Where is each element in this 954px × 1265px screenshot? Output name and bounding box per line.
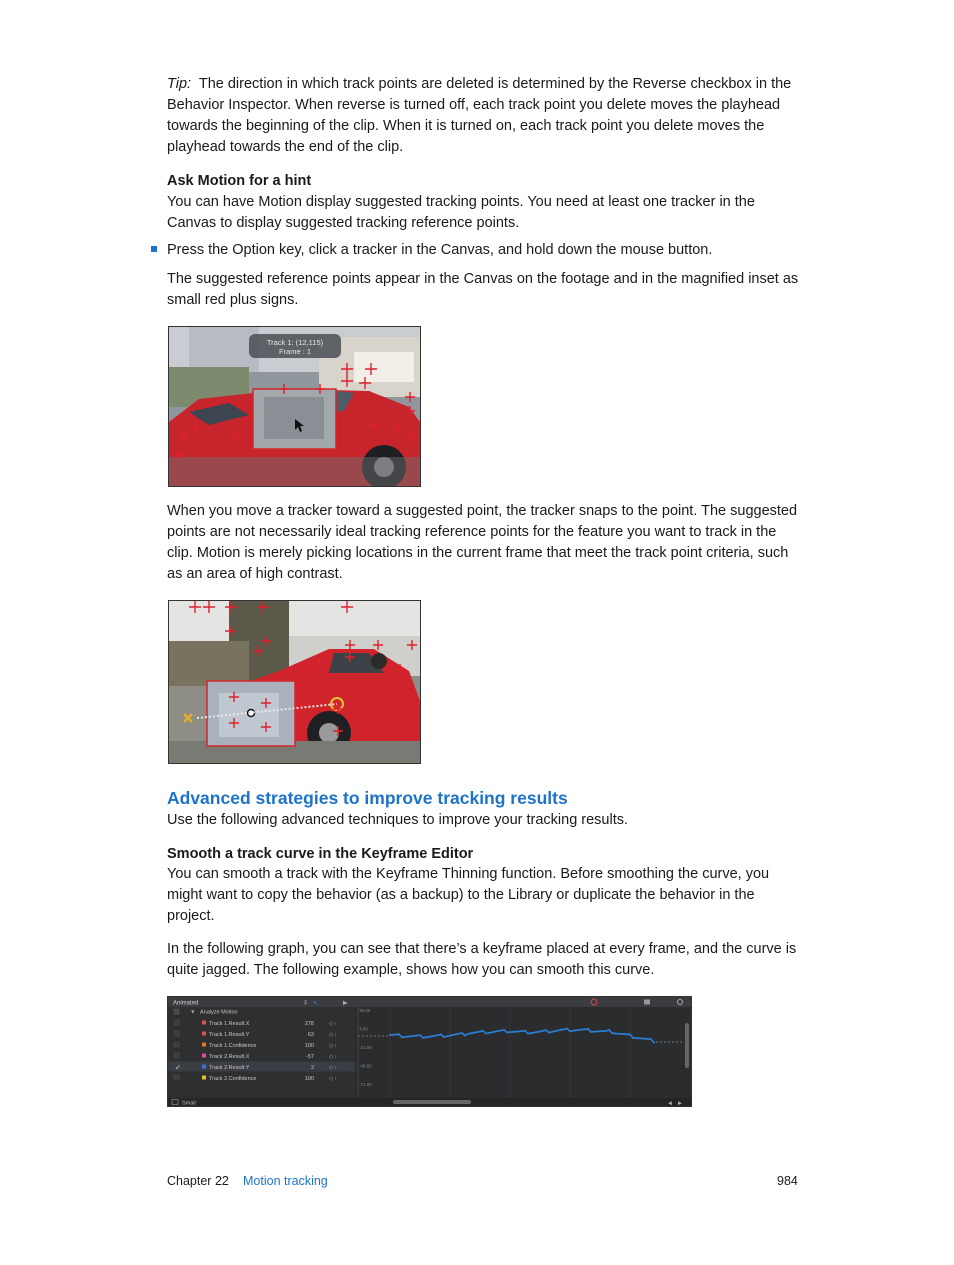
keyframe-editor-screenshot [168, 997, 691, 1106]
keyframe-point[interactable] [557, 1030, 559, 1032]
keyframe-point[interactable] [608, 1029, 610, 1031]
keyframe-point[interactable] [416, 1035, 418, 1037]
keyframe-point[interactable] [566, 1028, 568, 1030]
hint-heading: Ask Motion for a hint [167, 173, 312, 189]
suggested-points-figure [168, 326, 421, 487]
keyframe-point[interactable] [527, 1033, 529, 1035]
tracker-overlay-line2: Frame : 1 [278, 347, 312, 356]
channel-color-swatch [202, 1021, 206, 1025]
zoom-size-menu[interactable]: Small [182, 1100, 196, 1106]
keyframe-point[interactable] [605, 1030, 607, 1032]
y-tick-label: -45.00 [359, 1063, 372, 1069]
y-tick-label: 39.00 [359, 1008, 371, 1013]
keyframe-point[interactable] [476, 1031, 478, 1033]
keyframe-point[interactable] [404, 1036, 406, 1038]
keyframe-point[interactable] [548, 1032, 550, 1034]
panel-toggle-icon: ▶ [343, 1000, 348, 1007]
footer-section-link[interactable]: Motion tracking [243, 1174, 328, 1188]
keyframe-point[interactable] [503, 1029, 505, 1031]
keyframe-point[interactable] [587, 1028, 589, 1030]
pointer-icon: ↖ [313, 1000, 319, 1007]
hint-step: Press the Option key, click a tracker in the Canvas, and hold down the mouse button. [167, 242, 713, 258]
smooth-body: You can smooth a track with the Keyframe Thinning function. Before smoothing the curve, you might want to copy the behavior (as a backup) to the Library or duplicate the behavior in the project. [167, 866, 770, 924]
keyframe-point[interactable] [572, 1030, 574, 1032]
keyframe-point[interactable] [581, 1029, 583, 1031]
keyframe-point[interactable] [506, 1031, 508, 1033]
keyframe-point[interactable] [479, 1031, 481, 1033]
keyframe-point[interactable] [500, 1030, 502, 1032]
keyframe-point[interactable] [560, 1029, 562, 1031]
y-tick-label: 3.00 [359, 1026, 368, 1032]
keyframe-point[interactable] [584, 1028, 586, 1030]
keyframe-point[interactable] [533, 1032, 535, 1034]
channel-value[interactable]: -57 [306, 1054, 314, 1060]
keyframe-point[interactable] [482, 1030, 484, 1032]
channel-checkbox[interactable] [174, 1075, 179, 1080]
keyframe-point[interactable] [485, 1033, 487, 1035]
keyframe-point[interactable] [650, 1038, 652, 1040]
channel-checkbox[interactable] [174, 1031, 179, 1036]
keyframe-points [389, 1028, 655, 1044]
page-number: 984 [777, 1174, 798, 1188]
keyframe-point[interactable] [464, 1035, 466, 1037]
camera-icon [644, 1000, 650, 1005]
group-checkbox [174, 1009, 179, 1014]
keyframe-point[interactable] [458, 1033, 460, 1035]
channel-name[interactable]: Track 1.Result.Y [209, 1032, 250, 1038]
keyframe-point[interactable] [524, 1030, 526, 1032]
keyframe-nav-icon[interactable]: ◇ › [329, 1032, 337, 1038]
y-tick-label: -71.00 [359, 1082, 372, 1087]
channel-name[interactable]: Track 2.Confidence [209, 1076, 257, 1082]
channel-value[interactable]: 100 [304, 1043, 314, 1049]
keyframe-point[interactable] [644, 1038, 646, 1040]
keyframe-point[interactable] [635, 1037, 637, 1039]
keyframe-point[interactable] [545, 1029, 547, 1031]
keyframe-point[interactable] [437, 1034, 439, 1036]
keyframe-nav-icon[interactable]: ◇ › [329, 1054, 337, 1060]
keyframe-point[interactable] [530, 1032, 532, 1034]
keyframe-point[interactable] [626, 1033, 628, 1035]
channel-name[interactable]: Track 1.Result.X [209, 1021, 250, 1027]
keyframe-point[interactable] [446, 1035, 448, 1037]
keyframe-point[interactable] [419, 1034, 421, 1036]
keyframe-point[interactable] [599, 1030, 601, 1032]
channel-color-swatch [202, 1076, 206, 1080]
keyframe-point[interactable] [431, 1035, 433, 1037]
keyframe-point[interactable] [410, 1035, 412, 1037]
keyframe-point[interactable] [617, 1033, 619, 1035]
bullet-marker [151, 246, 157, 252]
channel-color-swatch [202, 1032, 206, 1036]
scroll-left-icon[interactable]: ◀ [668, 1100, 672, 1106]
keyframe-point[interactable] [413, 1035, 415, 1037]
channel-value[interactable]: 100 [304, 1076, 314, 1082]
keyframe-point[interactable] [578, 1029, 580, 1031]
keyframe-point[interactable] [395, 1034, 397, 1036]
channel-name[interactable]: Track 2.Result.X [209, 1054, 250, 1060]
channel-color-swatch [202, 1054, 206, 1058]
scroll-right-icon[interactable]: ▶ [678, 1100, 682, 1106]
keyframe-point[interactable] [425, 1036, 427, 1038]
keyframe-nav-icon[interactable]: ◇ › [329, 1076, 337, 1082]
keyframe-point[interactable] [512, 1031, 514, 1033]
hint-body: You can have Motion display suggested tracking points. You need at least one tracker in the Canvas to display suggested tracking reference points. [167, 194, 755, 231]
tip-label: Tip: [167, 76, 192, 92]
graph-y-axis [359, 1008, 372, 1087]
horizontal-scrollbar[interactable] [393, 1100, 471, 1104]
keyframe-point[interactable] [554, 1030, 556, 1032]
keyframe-point[interactable] [509, 1031, 511, 1033]
footer-chapter: Chapter 22 [167, 1174, 229, 1188]
tip-paragraph [167, 74, 799, 158]
channel-checkbox[interactable] [174, 1042, 179, 1047]
keyframe-point[interactable] [611, 1032, 613, 1034]
keyframe-point[interactable] [401, 1036, 403, 1038]
keyframe-point[interactable] [470, 1032, 472, 1034]
animated-menu: Animated [173, 1000, 199, 1007]
keyframe-point[interactable] [488, 1032, 490, 1034]
graph-gridlines [390, 1007, 630, 1097]
selected-row-highlight [168, 1062, 355, 1072]
keyframe-point[interactable] [638, 1037, 640, 1039]
keyframe-nav-icon[interactable]: ◇ › [329, 1043, 337, 1049]
keyframe-point[interactable] [542, 1030, 544, 1032]
advanced-intro: Use the following advanced techniques to improve your tracking results. [167, 812, 629, 828]
keyframe-point[interactable] [641, 1038, 643, 1040]
vertical-scrollbar[interactable] [685, 1023, 689, 1068]
tracker-snap-image [169, 601, 420, 763]
tracker-overlay-line1: Track 1: (12,115) [266, 338, 324, 347]
keyframe-point[interactable] [461, 1032, 463, 1034]
keyframe-point[interactable] [551, 1031, 553, 1033]
keyframe-editor-figure [167, 996, 692, 1107]
keyframe-point[interactable] [596, 1031, 598, 1033]
keyframe-point[interactable] [569, 1030, 571, 1032]
keyframe-point[interactable] [629, 1034, 631, 1036]
channel-checkbox[interactable] [174, 1020, 179, 1025]
disclosure-icon: ▼ [190, 1009, 196, 1016]
smooth-heading: Smooth a track curve in the Keyframe Editor [167, 846, 474, 862]
graph-paragraph: In the following graph, you can see that there’s a keyframe placed at every frame, and the curve is quite jagged. The following example, shows how you can smooth this curve. [167, 941, 797, 978]
keyframe-point[interactable] [398, 1033, 400, 1035]
keyframe-point[interactable] [407, 1036, 409, 1038]
keyframe-nav-icon[interactable]: ◇ › [329, 1065, 337, 1071]
keyframe-point[interactable] [620, 1033, 622, 1035]
menu-arrows-icon: ⇕ [303, 1000, 309, 1007]
tip-text: The direction in which track points are deleted is determined by the Reverse checkbox in the Behavior Inspector. When reverse is turned off, each track point you delete moves the playhead towards the beginning of the clip. When it is turned on, each track point you delete moves the playhead towards the end of the clip. [167, 76, 792, 155]
channel-name[interactable]: Track 1.Confidence [209, 1043, 257, 1049]
suggested-points-image [169, 327, 420, 486]
channel-value[interactable]: 278 [304, 1021, 314, 1027]
channel-color-swatch [202, 1065, 206, 1069]
keyframe-point[interactable] [563, 1028, 565, 1030]
keyframe-point[interactable] [473, 1032, 475, 1034]
keyframe-point[interactable] [575, 1029, 577, 1031]
keyframe-point[interactable] [491, 1031, 493, 1033]
keyframe-point[interactable] [614, 1032, 616, 1034]
channel-checkbox[interactable] [174, 1053, 179, 1058]
keyframe-point[interactable] [518, 1030, 520, 1032]
keyframe-point[interactable] [632, 1037, 634, 1039]
keyframe-point[interactable] [452, 1034, 454, 1036]
section-heading: Advanced strategies to improve tracking results [167, 788, 568, 808]
keyframe-point[interactable] [440, 1034, 442, 1036]
keyframe-point[interactable] [515, 1031, 517, 1033]
analyze-motion-group: Analyze Motion [200, 1009, 238, 1016]
keyframe-point[interactable] [647, 1038, 649, 1040]
keyframe-point[interactable] [449, 1035, 451, 1037]
y-tick-label: -21.00 [359, 1045, 372, 1050]
channel-value[interactable]: 63 [307, 1032, 314, 1038]
keyframe-point[interactable] [467, 1033, 469, 1035]
channel-color-swatch [202, 1043, 206, 1047]
keyframe-point[interactable] [422, 1037, 424, 1039]
keyframe-nav-icon[interactable]: ◇ › [329, 1021, 337, 1027]
keyframe-point[interactable] [536, 1031, 538, 1033]
keyframe-point[interactable] [392, 1034, 394, 1036]
keyframe-point[interactable] [593, 1031, 595, 1033]
keyframe-point[interactable] [590, 1031, 592, 1033]
channel-value[interactable]: 2 [310, 1065, 314, 1071]
keyframe-point[interactable] [497, 1030, 499, 1032]
hint-result: The suggested reference points appear in the Canvas on the footage and in the magnified inset as small red plus signs. [167, 271, 799, 308]
keyframe-point[interactable] [455, 1033, 457, 1035]
snap-paragraph: When you move a tracker toward a suggested point, the tracker snaps to the point. The suggested points are not necessarily ideal tracking reference points for the feature you want to track in the clip. Motion is merely picking locations in the current frame that meet the track point criteria, such as an area of high contrast. [167, 503, 798, 582]
keyframe-point[interactable] [428, 1036, 430, 1038]
selected-check-icon: ✓ [175, 1064, 181, 1072]
keyframe-point[interactable] [494, 1031, 496, 1033]
keyframe-point[interactable] [602, 1030, 604, 1032]
keyframe-point[interactable] [623, 1033, 625, 1035]
keyframe-point[interactable] [443, 1036, 445, 1038]
keyframe-point[interactable] [389, 1034, 391, 1036]
channel-name[interactable]: Track 2.Result.Y [209, 1065, 250, 1071]
keyframe-point[interactable] [521, 1030, 523, 1032]
tracker-snap-figure [168, 600, 421, 764]
keyframe-point[interactable] [434, 1035, 436, 1037]
keyframe-point[interactable] [539, 1031, 541, 1033]
keyframe-point[interactable] [653, 1042, 655, 1044]
